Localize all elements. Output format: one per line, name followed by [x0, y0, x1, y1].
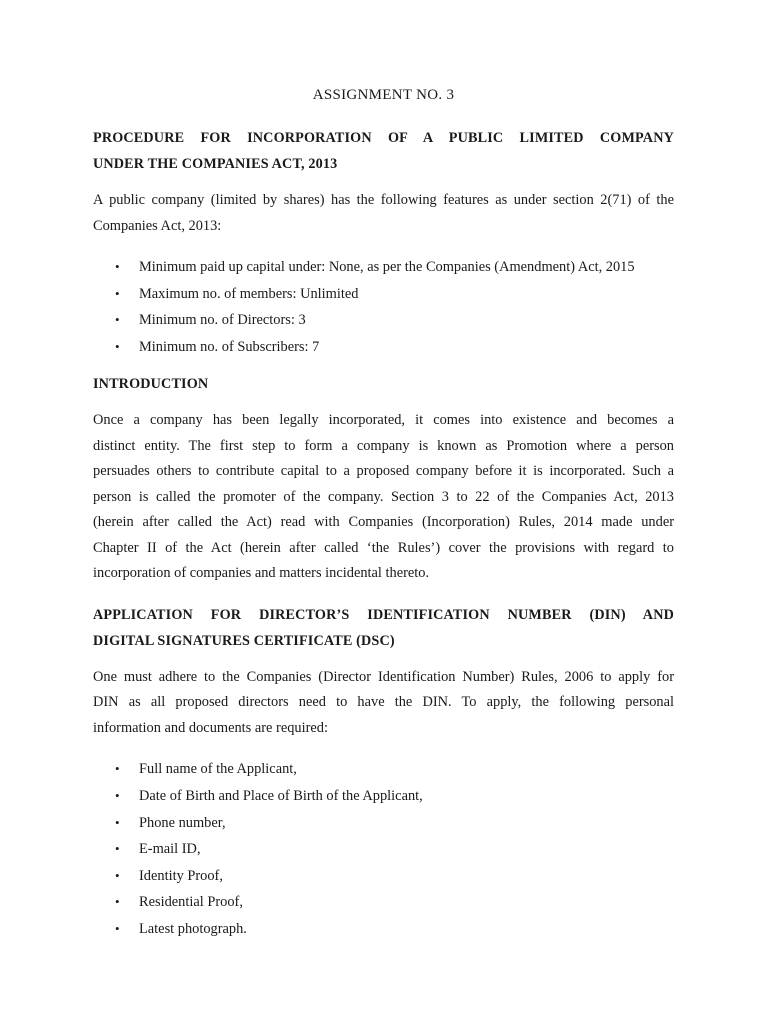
list-item-text: Latest photograph.: [139, 920, 247, 937]
bullet-icon: •: [115, 761, 120, 777]
list-item-text: Minimum paid up capital under: None, as per the Companies (Amendment) Act, 2015: [139, 259, 635, 275]
bullet-icon: •: [115, 920, 120, 936]
introduction-line: person is called the promoter of the company. Section 3 to 22 of the Companies Act, 2013: [93, 488, 674, 505]
list-item-text: Maximum no. of members: Unlimited: [139, 285, 359, 302]
list-item: [93, 254, 674, 281]
list-item: [93, 756, 674, 783]
features-intro-line-1: A public company (limited by shares) has the following features as under section 2(71) of the: [93, 192, 674, 208]
introduction-heading: [93, 371, 674, 397]
bullet-icon: •: [115, 259, 120, 274]
list-item-text: Minimum no. of Subscribers: 7: [139, 338, 320, 355]
introduction-line: incorporation of companies and matters incidental thereto.: [93, 565, 430, 582]
list-item-text: Full name of the Applicant,: [139, 761, 297, 778]
din-heading-line-2: DIGITAL SIGNATURES CERTIFICATE (DSC): [93, 632, 395, 649]
introduction-line: Once a company has been legally incorporated, it comes into existence and becomes a: [93, 412, 674, 429]
list-item: [93, 916, 674, 943]
bullet-icon: •: [115, 867, 120, 883]
list-item: [93, 334, 674, 361]
main-heading: [93, 125, 674, 177]
din-paragraph: [93, 665, 674, 742]
requirements-list: [93, 756, 674, 942]
list-item-text: Phone number,: [139, 814, 226, 831]
document-page: [93, 82, 674, 954]
main-heading-line-2: UNDER THE COMPANIES ACT, 2013: [93, 156, 338, 172]
list-item: [93, 889, 674, 916]
bullet-icon: •: [115, 285, 120, 301]
bullet-icon: •: [115, 841, 120, 857]
list-item-text: Date of Birth and Place of Birth of the Applicant,: [139, 787, 423, 804]
din-line: One must adhere to the Companies (Director Identification Number) Rules, 2006 to apply for: [93, 668, 674, 685]
bullet-icon: •: [115, 787, 120, 803]
features-list: [93, 254, 674, 360]
list-item: [93, 281, 674, 308]
list-item: [93, 810, 674, 837]
list-item: [93, 863, 674, 890]
din-heading-line-1: APPLICATION FOR DIRECTOR’S IDENTIFICATION NUMBER (DIN) AND: [93, 606, 674, 623]
din-heading: [93, 602, 674, 654]
introduction-line: persuades others to contribute capital to a proposed company before it is incorporated. Such a: [93, 463, 674, 480]
assignment-title: ASSIGNMENT NO. 3: [312, 87, 455, 103]
bullet-icon: •: [115, 894, 120, 910]
features-intro-line-2: Companies Act, 2013:: [93, 217, 222, 234]
list-item-text: E-mail ID,: [139, 841, 201, 858]
introduction-paragraph: [93, 408, 674, 587]
din-line: DIN as all proposed directors need to have the DIN. To apply, the following personal: [93, 694, 674, 711]
list-item-text: Identity Proof,: [139, 867, 223, 884]
bullet-icon: •: [115, 338, 120, 354]
list-item-text: Residential Proof,: [139, 894, 243, 911]
introduction-line: distinct entity. The first step to form a company is known as Promotion where a person: [93, 437, 674, 454]
introduction-line: (herein after called the Act) read with Companies (Incorporation) Rules, 2014 made under: [93, 514, 674, 531]
din-line: information and documents are required:: [93, 719, 328, 736]
list-item: [93, 836, 674, 863]
list-item-text: Minimum no. of Directors: 3: [139, 312, 306, 329]
list-item: [93, 783, 674, 810]
main-heading-line-1: PROCEDURE FOR INCORPORATION OF A PUBLIC LIMITED COMPANY: [93, 130, 674, 146]
list-item: [93, 307, 674, 334]
features-intro-paragraph: [93, 188, 674, 239]
bullet-icon: •: [115, 312, 120, 328]
introduction-line: Chapter II of the Act (herein after called ‘the Rules’) cover the provisions with regard to: [93, 539, 674, 556]
bullet-icon: •: [115, 814, 120, 830]
introduction-heading-text: INTRODUCTION: [93, 376, 209, 393]
